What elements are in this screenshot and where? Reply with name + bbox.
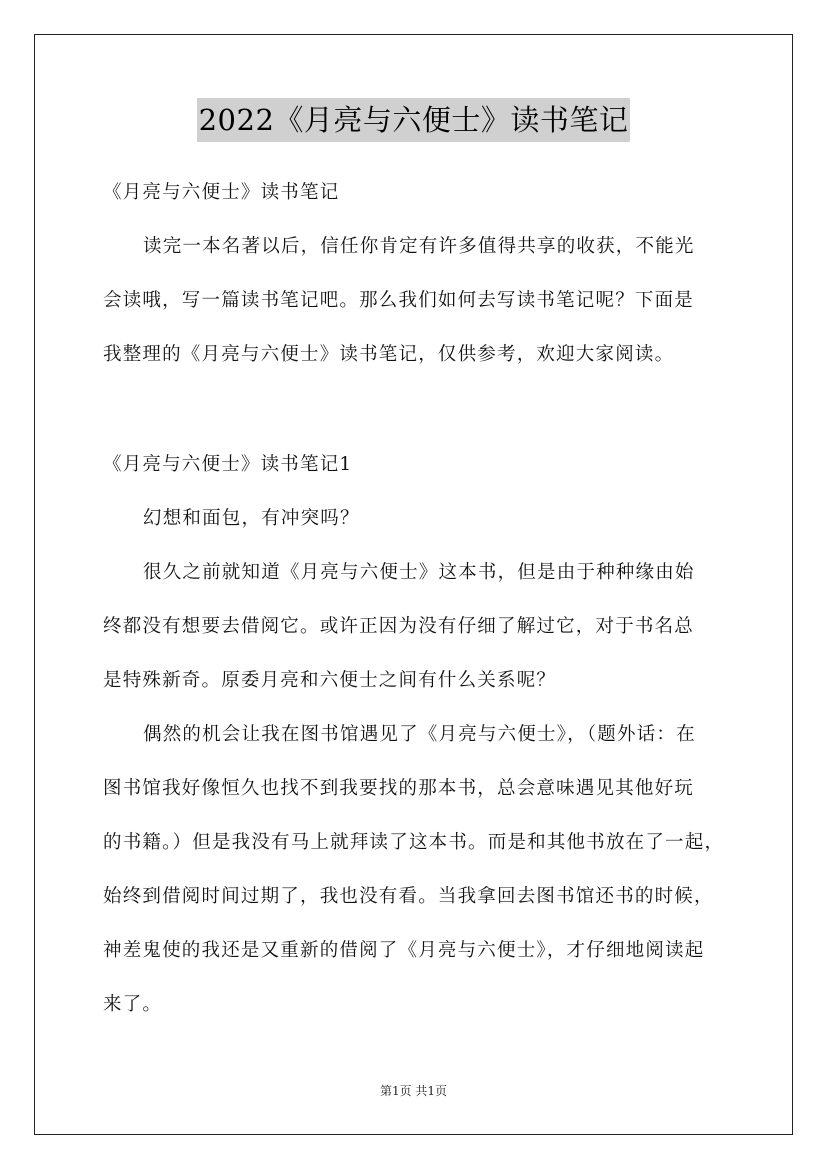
paragraph-line: 终都没有想要去借阅它。或许正因为没有仔细了解过它，对于书名总 (103, 616, 695, 637)
paragraph-line: 是特殊新奇。原委月亮和六便士之间有什么关系呢？ (103, 670, 557, 691)
question-line: 幻想和面包，有冲突吗？ (143, 508, 360, 529)
section-heading: 《月亮与六便士》读书笔记1 (103, 454, 353, 475)
paragraph-line: 的书籍。）但是我没有马上就拜读了这本书。而是和其他书放在了一起， (103, 832, 725, 853)
subtitle: 《月亮与六便士》读书笔记 (103, 182, 340, 203)
paragraph-line: 来了。 (103, 994, 163, 1015)
paragraph-line: 偶然的机会让我在图书馆遇见了《月亮与六便士》，（题外话：在 (143, 724, 696, 745)
paragraph-line: 始终到借阅时间过期了，我也没有看。当我拿回去图书馆还书的时候， (103, 886, 714, 907)
document-title: 2022《月亮与六便士》读书笔记 (197, 98, 631, 142)
intro-line: 读完一本名著以后，信任你肯定有许多值得共享的收获，不能光 (143, 236, 695, 257)
paragraph-line: 很久之前就知道《月亮与六便士》这本书，但是由于种种缘由始 (143, 562, 695, 583)
paragraph-line: 神差鬼使的我还是又重新的借阅了《月亮与六便士》，才仔细地阅读起 (103, 940, 705, 961)
page-number-footer: 第1页 共1页 (379, 1084, 448, 1098)
paragraph-line: 图书馆我好像恒久也找不到我要找的那本书，总会意味遇见其他好玩 (103, 778, 695, 799)
intro-line: 我整理的《月亮与六便士》读书笔记，仅供参考，欢迎大家阅读。 (103, 344, 675, 365)
intro-line: 会读哦，写一篇读书笔记吧。那么我们如何去写读书笔记呢？下面是 (103, 290, 695, 311)
title-container (0, 98, 827, 142)
